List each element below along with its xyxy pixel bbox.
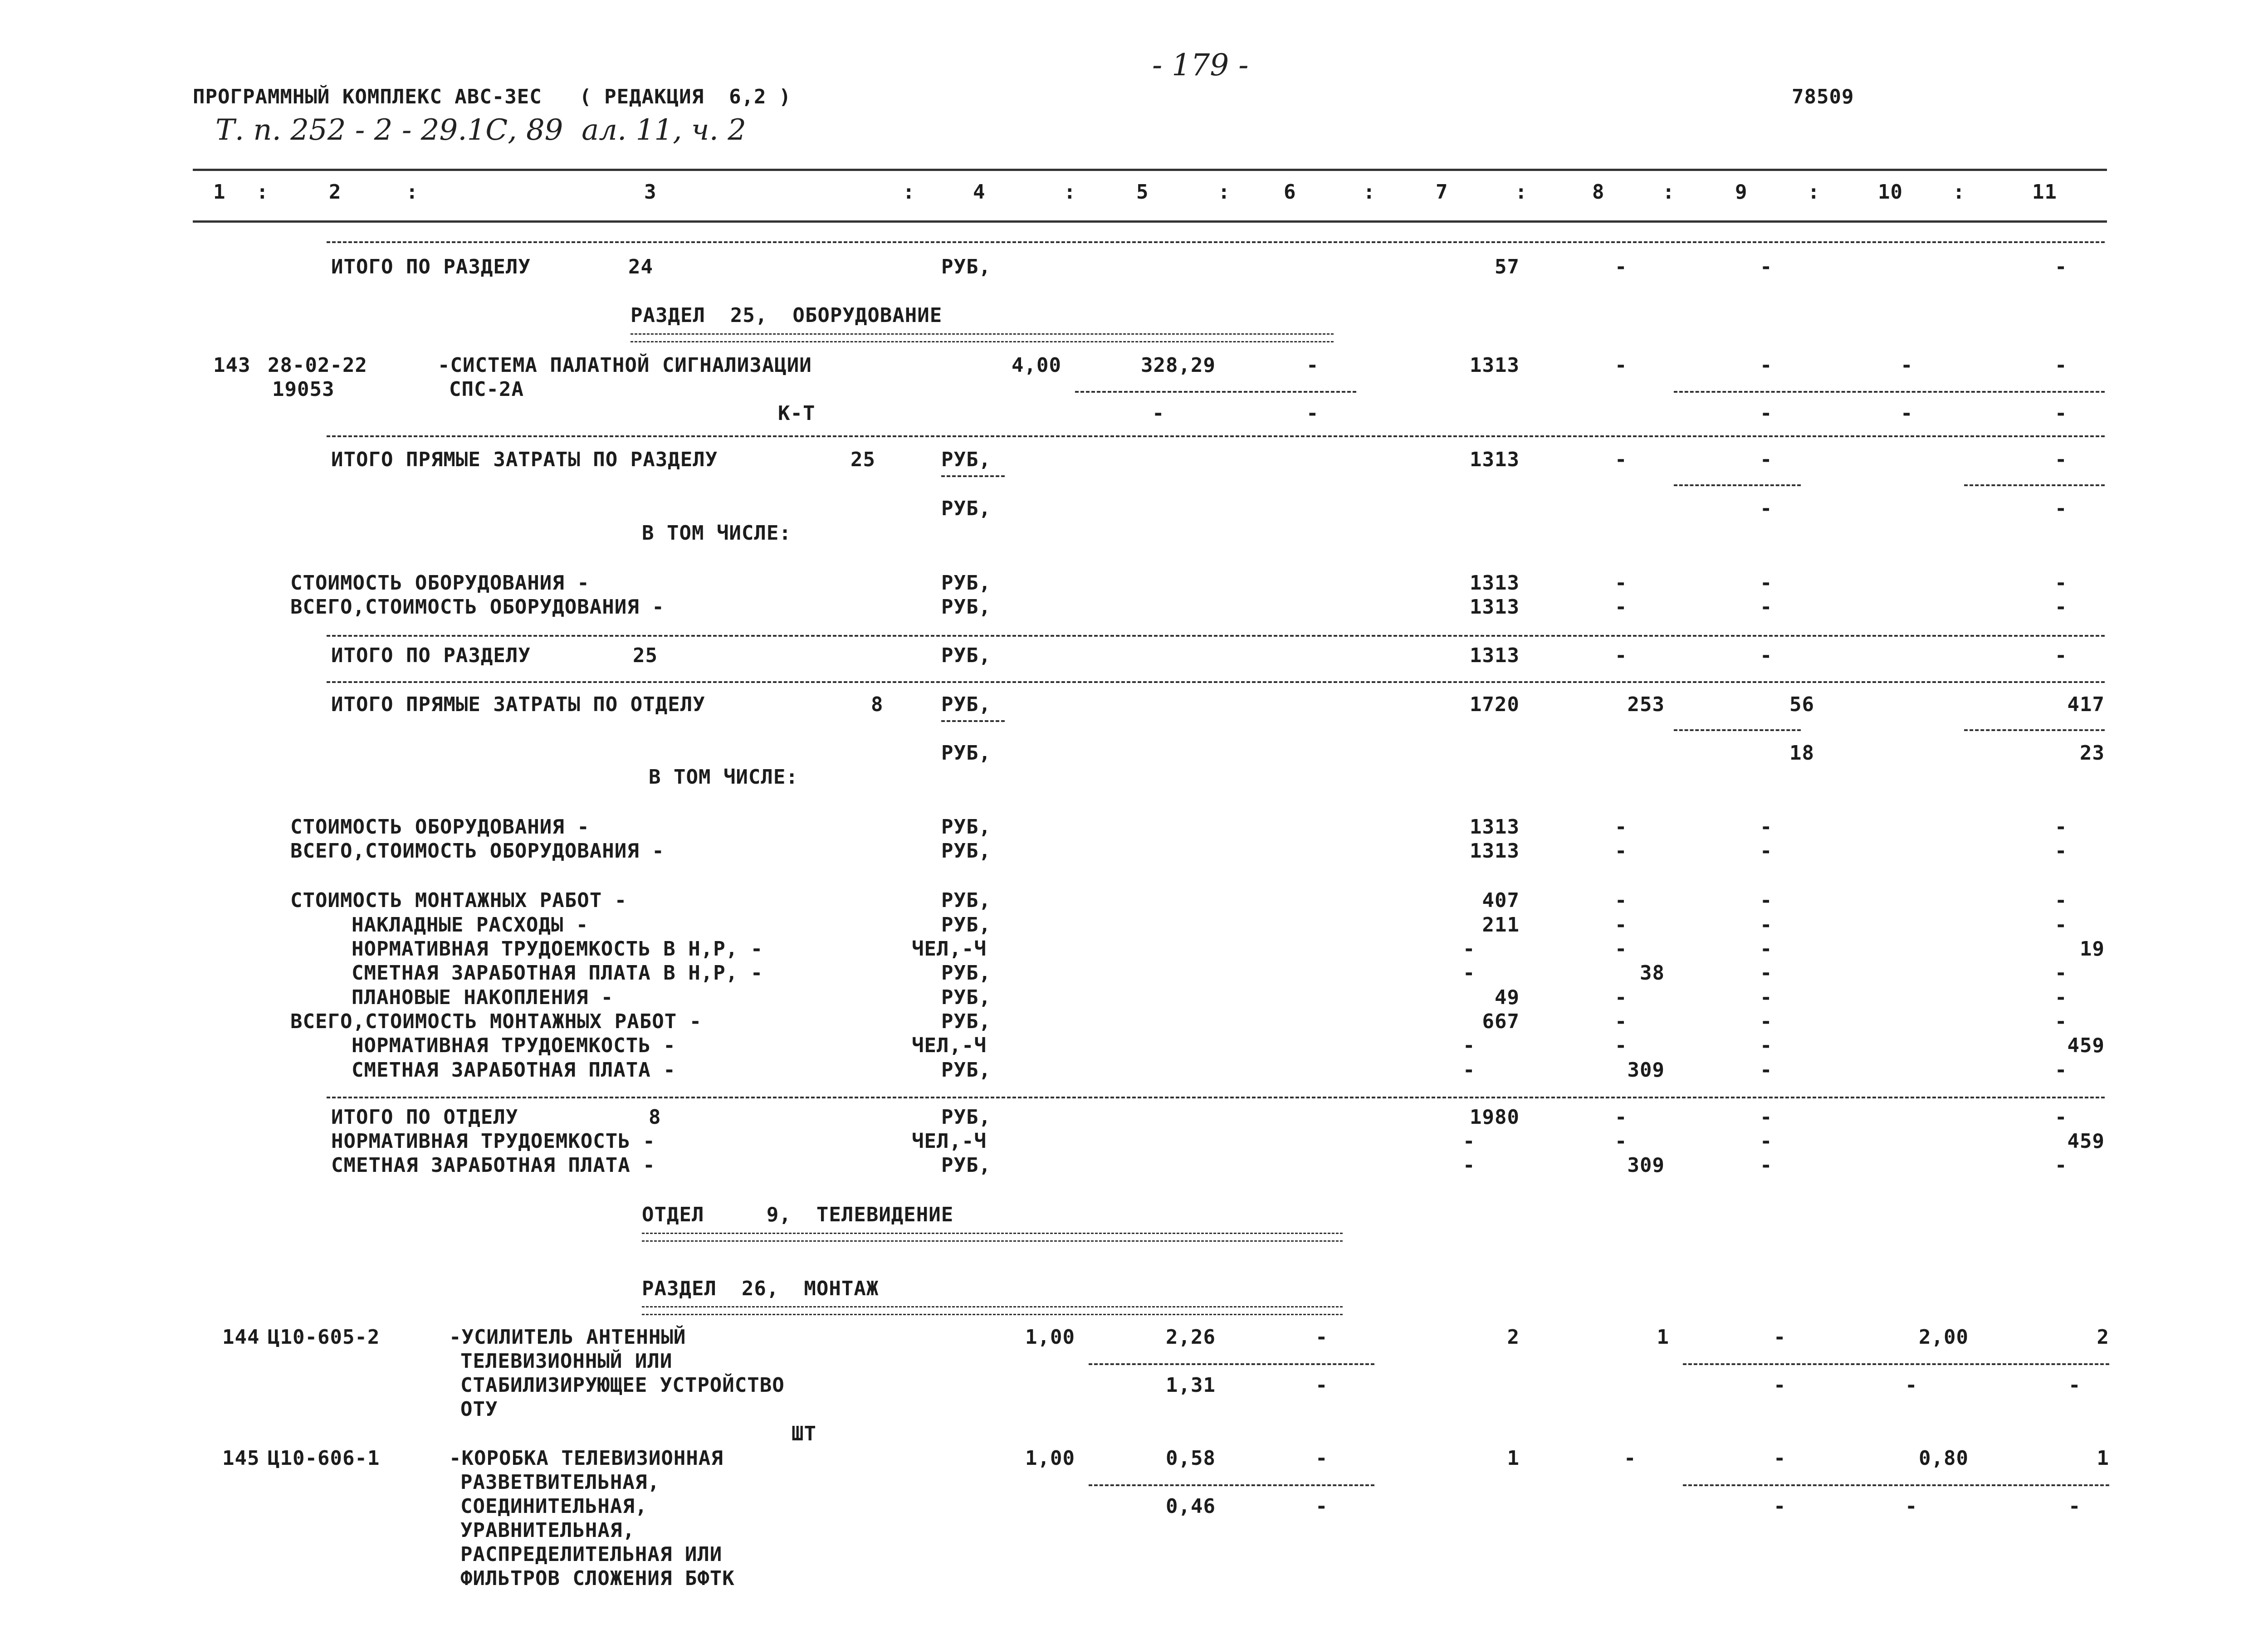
section-title: РАЗДЕЛ 26, МОНТАЖ — [642, 1277, 879, 1300]
label: НОРМАТИВНАЯ ТРУДОЕМКОСТЬ В Н,Р, - — [352, 937, 763, 961]
value-col11: 2 — [2097, 1326, 2109, 1349]
value-col11: - — [2055, 448, 2068, 471]
value-col11: 459 — [2067, 1130, 2105, 1153]
item-number: 145 — [222, 1447, 260, 1470]
column-separator: : — [1218, 180, 1231, 204]
value-col9: - — [1760, 1130, 1773, 1153]
unit: ЧЕЛ,-Ч — [912, 1130, 987, 1153]
divider — [941, 720, 1005, 722]
value-col9: - — [1760, 1154, 1773, 1177]
department-number: 8 — [649, 1106, 661, 1129]
divider — [1683, 1484, 2109, 1486]
value-col8: - — [1615, 839, 1628, 863]
value-col8: 309 — [1627, 1154, 1665, 1177]
divider — [1674, 391, 2105, 393]
label: ИТОГО ПО ОТДЕЛУ — [331, 1106, 518, 1129]
item-name-continued: ТЕЛЕВИЗИОННЫЙ ИЛИ — [460, 1350, 673, 1373]
value-col11: 23 — [2080, 741, 2105, 765]
value-col9: - — [1760, 815, 1773, 839]
value-col7: 1 — [1507, 1447, 1520, 1470]
value-col9: - — [1760, 402, 1773, 425]
double-underline — [631, 333, 1334, 342]
unit: РУБ, — [941, 741, 991, 765]
column-header-2: 2 — [329, 180, 342, 204]
value-col9: - — [1760, 937, 1773, 961]
unit: РУБ, — [941, 693, 991, 716]
value-col7: - — [1463, 961, 1476, 985]
divider — [327, 1097, 2105, 1098]
value-col8: - — [1615, 644, 1628, 667]
value-col11: 459 — [2067, 1034, 2105, 1057]
value-col9: - — [1760, 913, 1773, 937]
value-col7: 1313 — [1470, 644, 1520, 667]
item-name-continued: ОТУ — [460, 1398, 498, 1421]
value-col9: - — [1760, 1034, 1773, 1057]
subheading: В ТОМ ЧИСЛЕ: — [649, 766, 798, 789]
value-col7: 667 — [1482, 1010, 1520, 1033]
quantity: 4,00 — [1012, 354, 1061, 377]
value-col6: - — [1315, 1326, 1328, 1349]
value-col6: - — [1315, 1447, 1328, 1470]
section-number: 24 — [628, 255, 653, 278]
value-col7: 211 — [1482, 913, 1520, 937]
divider — [1964, 484, 2105, 486]
value-col7: - — [1463, 937, 1476, 961]
item-name-continued: СТАБИЛИЗИРУЮЩЕЕ УСТРОЙСТВО — [460, 1374, 785, 1397]
value-col10: - — [1901, 354, 1913, 377]
value-col10: - — [1905, 1374, 1918, 1397]
value-col8: - — [1615, 913, 1628, 937]
item-name-continued: СПС-2А — [449, 378, 524, 401]
item-name-continued: РАЗВЕТВИТЕЛЬНАЯ, — [460, 1471, 660, 1494]
value-col8: - — [1615, 815, 1628, 839]
label: ВСЕГО,СТОИМОСТЬ МОНТАЖНЫХ РАБОТ - — [290, 1010, 702, 1033]
value-col6: - — [1306, 354, 1319, 377]
column-header-3: 3 — [644, 180, 657, 204]
value-col8: - — [1615, 354, 1628, 377]
value-col7: - — [1463, 1154, 1476, 1177]
value-col6: - — [1315, 1374, 1328, 1397]
unit: РУБ, — [941, 1106, 991, 1129]
value-col7: - — [1463, 1058, 1476, 1082]
quantity: 1,00 — [1025, 1447, 1075, 1470]
value-col7: 1980 — [1470, 1106, 1520, 1129]
unit: РУБ, — [941, 1010, 991, 1033]
label: СТОИМОСТЬ МОНТАЖНЫХ РАБОТ - — [290, 889, 627, 912]
unit: РУБ, — [941, 595, 991, 619]
label: НОРМАТИВНАЯ ТРУДОЕМКОСТЬ - — [331, 1130, 655, 1153]
label: ИТОГО ПО РАЗДЕЛУ — [331, 255, 531, 278]
divider — [1964, 729, 2105, 731]
value-col9: - — [1774, 1374, 1786, 1397]
header-rule-bottom — [193, 220, 2107, 223]
unit: РУБ, — [941, 571, 991, 595]
column-separator: : — [1953, 180, 1965, 204]
handwritten-reference: Т. п. 252 - 2 - 29.1С, 89 ал. 11, ч. 2 — [215, 113, 746, 147]
item-name-continued: УРАВНИТЕЛЬНАЯ, — [460, 1519, 635, 1542]
value-col9: - — [1774, 1447, 1786, 1470]
value-col9: - — [1760, 354, 1773, 377]
unit: ЧЕЛ,-Ч — [912, 1034, 987, 1057]
value-col11: - — [2055, 354, 2068, 377]
value-col7: 1313 — [1470, 815, 1520, 839]
value-col11: - — [2055, 497, 2068, 520]
unit: ЧЕЛ,-Ч — [912, 937, 987, 961]
double-underline — [642, 1306, 1343, 1315]
item-code: Ц10-605-2 — [268, 1326, 380, 1349]
value-col8: 38 — [1640, 961, 1665, 985]
value-col9: - — [1760, 497, 1773, 520]
value-col11: - — [2068, 1495, 2081, 1518]
item-name-continued: РАСПРЕДЕЛИТЕЛЬНАЯ ИЛИ — [460, 1543, 723, 1566]
value-col9: - — [1774, 1326, 1786, 1349]
column-separator: : — [1363, 180, 1376, 204]
value-col11: - — [2055, 961, 2068, 985]
unit: РУБ, — [941, 913, 991, 937]
value-col9: - — [1760, 1058, 1773, 1082]
value-col9: - — [1760, 255, 1773, 278]
item-subcode: 19053 — [272, 378, 335, 401]
unit-price: 0,46 — [1166, 1495, 1216, 1518]
value-col7: 1313 — [1470, 839, 1520, 863]
value-col11: - — [2055, 913, 2068, 937]
unit-price: 0,58 — [1166, 1447, 1216, 1470]
value-col8: - — [1615, 1034, 1628, 1057]
value-col8: - — [1615, 1106, 1628, 1129]
value-col8: 309 — [1627, 1058, 1665, 1082]
label: СТОИМОСТЬ ОБОРУДОВАНИЯ - — [290, 571, 590, 595]
section-number: 25 — [850, 448, 875, 471]
label: ИТОГО ПРЯМЫЕ ЗАТРАТЫ ПО РАЗДЕЛУ — [331, 448, 718, 471]
unit: РУБ, — [941, 497, 991, 520]
document-number: 78509 — [1792, 85, 1854, 108]
divider — [327, 635, 2105, 637]
column-separator: : — [903, 180, 915, 204]
value-col10: - — [1901, 402, 1913, 425]
column-separator: : — [1515, 180, 1528, 204]
unit-price: 2,26 — [1166, 1326, 1216, 1349]
divider — [1674, 729, 1801, 731]
value-col8: - — [1615, 889, 1628, 912]
value-col7: 57 — [1495, 255, 1520, 278]
value-col7: 407 — [1482, 889, 1520, 912]
unit: РУБ, — [941, 644, 991, 667]
subheading: В ТОМ ЧИСЛЕ: — [642, 522, 792, 545]
column-separator: : — [406, 180, 419, 204]
value-col9: - — [1760, 961, 1773, 985]
unit-price: 1,31 — [1166, 1374, 1216, 1397]
value-col7: 49 — [1495, 986, 1520, 1009]
value-col11: 1 — [2097, 1447, 2109, 1470]
value-col6: - — [1315, 1495, 1328, 1518]
value-col9: 18 — [1789, 741, 1814, 765]
label: СМЕТНАЯ ЗАРАБОТНАЯ ПЛАТА В Н,Р, - — [352, 961, 763, 985]
value-col11: - — [2055, 889, 2068, 912]
value-col9: - — [1760, 644, 1773, 667]
unit: РУБ, — [941, 961, 991, 985]
label: СМЕТНАЯ ЗАРАБОТНАЯ ПЛАТА - — [331, 1154, 655, 1177]
section-title: РАЗДЕЛ 25, ОБОРУДОВАНИЕ — [631, 304, 943, 327]
value-col9: - — [1760, 595, 1773, 619]
value-col11: - — [2055, 644, 2068, 667]
value-col7: - — [1463, 1130, 1476, 1153]
value-col9: 56 — [1789, 693, 1814, 716]
column-separator: : — [1662, 180, 1675, 204]
value-col9: - — [1760, 986, 1773, 1009]
unit: РУБ, — [941, 889, 991, 912]
column-header-1: 1 — [213, 180, 226, 204]
value-col11: - — [2055, 1010, 2068, 1033]
column-separator: : — [1808, 180, 1820, 204]
value-col11: - — [2055, 1154, 2068, 1177]
unit-of-measure: ШТ — [792, 1422, 816, 1445]
value-col9: - — [1760, 571, 1773, 595]
value-col11: - — [2068, 1374, 2081, 1397]
value-col8: - — [1624, 1447, 1637, 1470]
divider — [1089, 1363, 1374, 1365]
value-col11: - — [2055, 255, 2068, 278]
value-col11: - — [2055, 595, 2068, 619]
value-col8: - — [1615, 255, 1628, 278]
value-col7: 1313 — [1470, 354, 1520, 377]
label: СТОИМОСТЬ ОБОРУДОВАНИЯ - — [290, 815, 590, 839]
value-col9: - — [1760, 889, 1773, 912]
unit-price: 328,29 — [1141, 354, 1216, 377]
value-col9: - — [1760, 448, 1773, 471]
value-col7: 1313 — [1470, 595, 1520, 619]
divider — [1683, 1363, 2109, 1365]
column-header-5: 5 — [1136, 180, 1149, 204]
divider — [327, 435, 2105, 437]
value-col5: - — [1152, 402, 1165, 425]
unit-of-measure: К-Т — [778, 402, 816, 425]
value-col11: - — [2055, 815, 2068, 839]
column-header-8: 8 — [1592, 180, 1605, 204]
value-col7: 1313 — [1470, 448, 1520, 471]
value-col9: - — [1760, 839, 1773, 863]
label: ВСЕГО,СТОИМОСТЬ ОБОРУДОВАНИЯ - — [290, 595, 665, 619]
item-code: Ц10-606-1 — [268, 1447, 380, 1470]
value-col10: 0,80 — [1919, 1447, 1969, 1470]
divider — [327, 681, 2105, 683]
item-name: -СИСТЕМА ПАЛАТНОЙ СИГНАЛИЗАЦИИ — [438, 354, 812, 377]
divider — [1674, 484, 1801, 486]
value-col11: - — [2055, 1058, 2068, 1082]
program-header: ПРОГРАММНЫЙ КОМПЛЕКС АВС-3ЕС ( РЕДАКЦИЯ 6,2 ) — [193, 85, 792, 108]
value-col11: 19 — [2080, 937, 2105, 961]
double-underline — [642, 1233, 1343, 1242]
value-col8: - — [1615, 595, 1628, 619]
value-col10: - — [1905, 1495, 1918, 1518]
value-col8: 253 — [1627, 693, 1665, 716]
label: НАКЛАДНЫЕ РАСХОДЫ - — [352, 913, 589, 937]
unit: РУБ, — [941, 448, 991, 471]
unit: РУБ, — [941, 986, 991, 1009]
value-col7: 1720 — [1470, 693, 1520, 716]
value-col8: - — [1615, 937, 1628, 961]
quantity: 1,00 — [1025, 1326, 1075, 1349]
label: ИТОГО ПРЯМЫЕ ЗАТРАТЫ ПО ОТДЕЛУ — [331, 693, 705, 716]
value-col11: - — [2055, 986, 2068, 1009]
item-code: 28-02-22 — [268, 354, 367, 377]
item-name-continued: ФИЛЬТРОВ СЛОЖЕНИЯ БФТК — [460, 1567, 735, 1590]
unit: РУБ, — [941, 839, 991, 863]
column-separator: : — [1064, 180, 1076, 204]
unit: РУБ, — [941, 815, 991, 839]
value-col9: - — [1760, 1010, 1773, 1033]
unit: РУБ, — [941, 255, 991, 278]
unit: РУБ, — [941, 1154, 991, 1177]
item-name: -КОРОБКА ТЕЛЕВИЗИОННАЯ — [449, 1447, 723, 1470]
item-number: 144 — [222, 1326, 260, 1349]
value-col9: - — [1760, 1106, 1773, 1129]
value-col8: 1 — [1657, 1326, 1669, 1349]
value-col8: - — [1615, 1130, 1628, 1153]
value-col11: 417 — [2067, 693, 2105, 716]
divider — [941, 475, 1005, 477]
label: ВСЕГО,СТОИМОСТЬ ОБОРУДОВАНИЯ - — [290, 839, 665, 863]
column-header-4: 4 — [973, 180, 986, 204]
item-name: -УСИЛИТЕЛЬ АНТЕННЫЙ — [449, 1326, 686, 1349]
column-header-6: 6 — [1284, 180, 1296, 204]
column-header-7: 7 — [1436, 180, 1448, 204]
page-number: - 179 - — [1152, 48, 1249, 83]
value-col7: 2 — [1507, 1326, 1520, 1349]
item-number: 143 — [213, 354, 251, 377]
header-rule-top — [193, 169, 2107, 171]
section-number: 25 — [633, 644, 658, 667]
label: ИТОГО ПО РАЗДЕЛУ — [331, 644, 531, 667]
department-title: ОТДЕЛ 9, ТЕЛЕВИДЕНИЕ — [642, 1203, 954, 1226]
value-col8: - — [1615, 571, 1628, 595]
divider — [1075, 391, 1356, 393]
value-col11: - — [2055, 1106, 2068, 1129]
value-col9: - — [1774, 1495, 1786, 1518]
value-col7: - — [1463, 1034, 1476, 1057]
divider — [1089, 1484, 1374, 1486]
column-separator: : — [256, 180, 269, 204]
column-header-10: 10 — [1878, 180, 1903, 204]
value-col6: - — [1306, 402, 1319, 425]
value-col8: - — [1615, 986, 1628, 1009]
value-col10: 2,00 — [1919, 1326, 1969, 1349]
value-col11: - — [2055, 402, 2068, 425]
department-number: 8 — [871, 693, 884, 716]
value-col7: 1313 — [1470, 571, 1520, 595]
value-col8: - — [1615, 1010, 1628, 1033]
unit: РУБ, — [941, 1058, 991, 1082]
label: ПЛАНОВЫЕ НАКОПЛЕНИЯ - — [352, 986, 614, 1009]
value-col8: - — [1615, 448, 1628, 471]
value-col11: - — [2055, 839, 2068, 863]
value-col11: - — [2055, 571, 2068, 595]
column-header-9: 9 — [1735, 180, 1748, 204]
column-header-11: 11 — [2032, 180, 2057, 204]
label: СМЕТНАЯ ЗАРАБОТНАЯ ПЛАТА - — [352, 1058, 676, 1082]
divider — [327, 241, 2105, 243]
item-name-continued: СОЕДИНИТЕЛЬНАЯ, — [460, 1495, 648, 1518]
label: НОРМАТИВНАЯ ТРУДОЕМКОСТЬ - — [352, 1034, 676, 1057]
